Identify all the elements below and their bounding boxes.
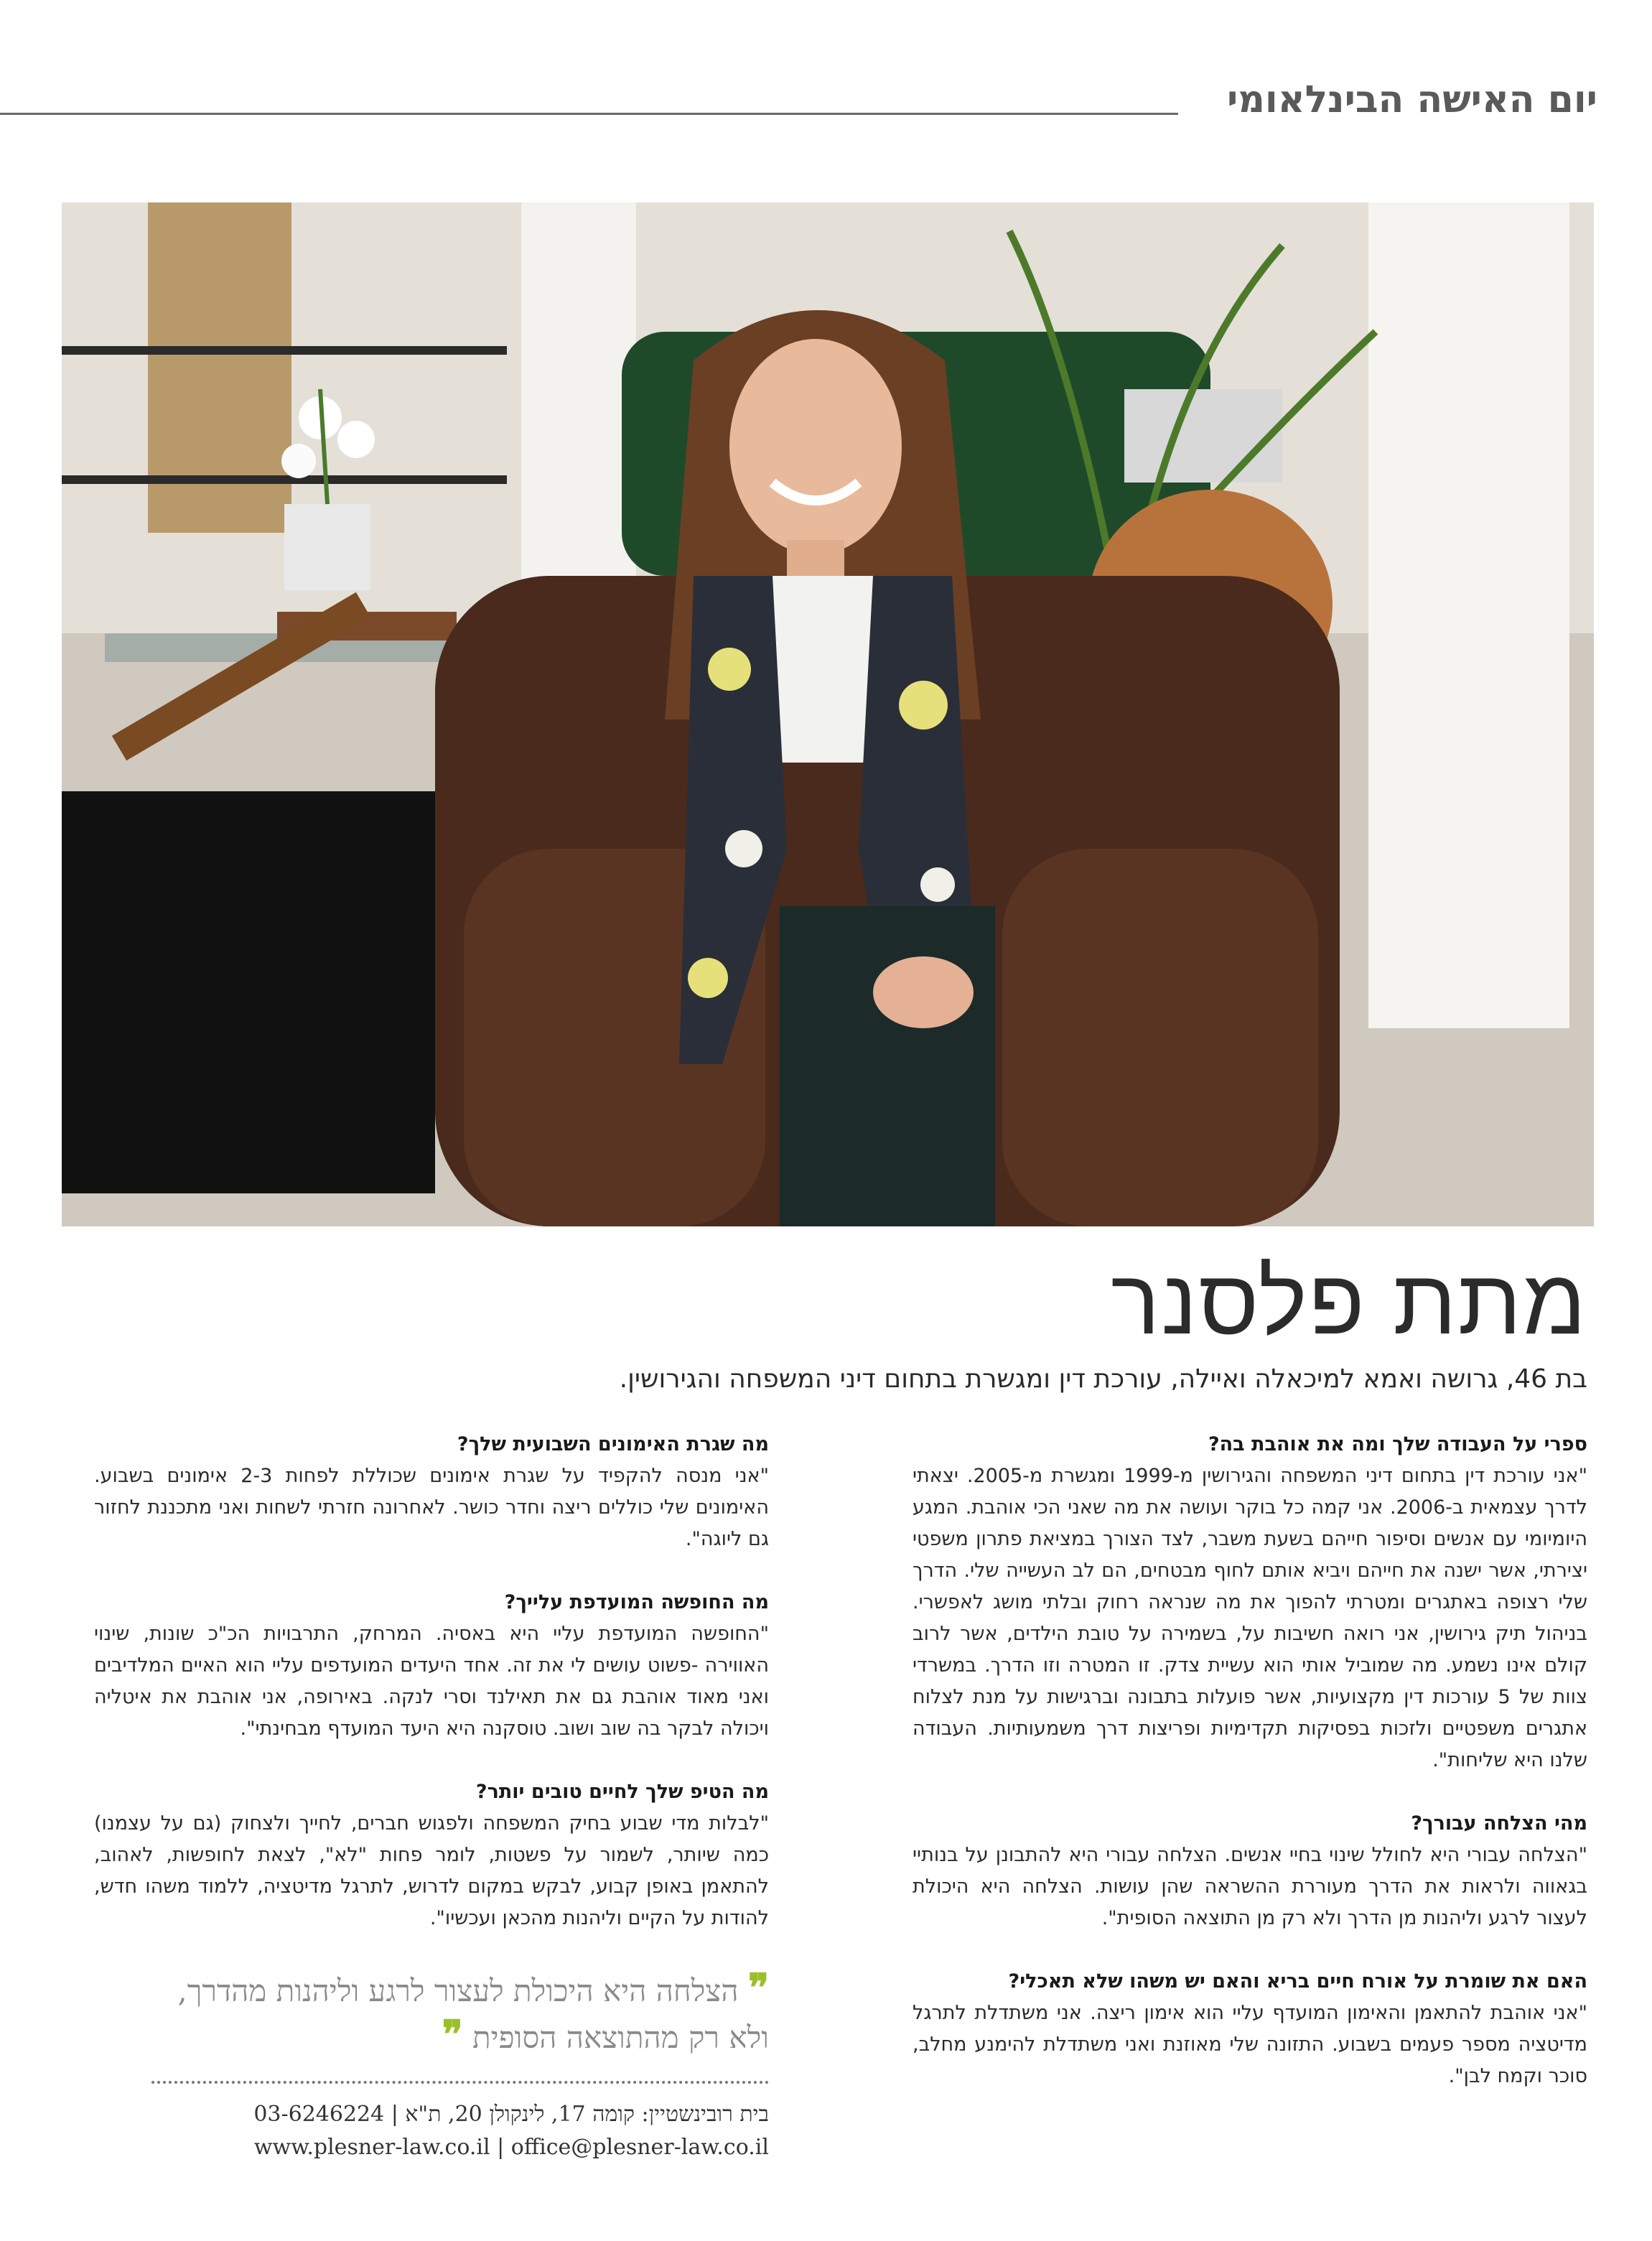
question-heading: מה החופשה המועדפת עלייך? (504, 1591, 769, 1613)
qa-block (913, 1808, 1587, 1934)
quote-open-icon: ❞ (747, 1965, 769, 2011)
qa-block (913, 1966, 1587, 2092)
contact-web[interactable]: www.plesner-law.co.il | office@plesner-law.co.il (253, 2135, 769, 2160)
qa-block (94, 1429, 769, 1555)
question-heading: מה הטיפ שלך לחיים טובים יותר? (475, 1781, 769, 1803)
answer-text: "אני עורכת דין בתחום דיני המשפחה והגירושין מ-1999 ומגשרת מ-2005. יצאתי לדרך עצמאית ב-2006. אני קמה כל בוקר ועושה את מה שאני הכי אוהבת. המגע היומיומי עם אנשים וסיפור חייהם בשעת משבר, לצד הצורך במציאת פתרון משפטי יצירתי, אשר ישנה את חייהם ויביא אותם לחוף מבטחים, הם לב העשייה שלי. הדרך שלי רצופה באתגרים ומטרתי להפוך את מה שנראה רחוק ובלתי מושג לאפשרי. בניהול תיק גירושין, אני רואה חשיבות על, בשמירה על טובת הילדים, אשר לרוב קולם אינו נשמע. מה שמוביל אותי הוא עשיית צדק. זו המטרה וזו הדרך. במשרדי צוות של 5 עורכות דין מקצועיות, אשר פועלות בתבונה וברגישות על מנת לצלוח אתגרים משפטיים ולזכות בפסיקות תקדימיות ופריצות דרך משמעותיות. העבודה שלנו היא שליחות". (913, 1465, 1587, 1771)
article-column-left (94, 1429, 769, 2164)
section-header (0, 75, 1652, 140)
portrait-photo (62, 202, 1594, 1226)
person-subtitle: בת 46, גרושה ואמא למיכאלה ואיילה, עורכת דין ומגשרת בתחום דיני המשפחה והגירושין. (619, 1364, 1587, 1394)
answer-text: "אני מנסה להקפיד על שגרת אימונים שכוללת לפחות 2-3 אימונים בשבוע. האימונים שלי כוללים ריצה וחדר כושר. לאחרונה חזרתי לשחות ואני מתכננת לחזור גם ליוגה". (94, 1465, 769, 1550)
article-column-right (913, 1429, 1587, 2124)
qa-block (913, 1429, 1587, 1776)
pull-quote (94, 1966, 769, 2059)
qa-block (94, 1776, 769, 1934)
answer-text: "אני אוהבת להתאמן והאימון המועדף עליי הוא אימון ריצה. אני משתדלת לתרגל מדיטציה מספר פעמים בשבוע. התזונה שלי מאוזנת ואני משתדלת להימנע מחלב, סוכר וקמח לבן". (913, 2002, 1587, 2087)
pull-quote-text-2: ולא רק מהתוצאה הסופית (472, 2020, 769, 2055)
contact-address: בית רובינשטיין: קומה 17, לינקולן 20, ת"א | 03-6246224 (253, 2102, 769, 2127)
question-heading: מה שגרת האימונים השבועית שלך? (457, 1433, 769, 1455)
answer-text: "לבלות מדי שבוע בחיק המשפחה ולפגוש חברים, לחייך ולצחוק (גם על עצמנו) כמה שיותר, לשמור על פשטות, לומר פחות "לא", לצאת לחופשות, לאהוב, להתאמן באופן קבוע, לבקש במקום לדרוש, לתרגל מדיטציה, ללמוד משהו חדש, להודות על הקיים וליהנות מהכאן ועכשיו". (94, 1812, 769, 1929)
section-title: יום האישה הבינלאומי (1226, 78, 1597, 121)
question-heading: ספרי על העבודה שלך ומה את אוהבת בה? (1208, 1433, 1587, 1455)
qa-block (94, 1587, 769, 1745)
answer-text: "החופשה המועדפת עליי היא באסיה. המרחק, התרבויות הכ"כ שונות, שינוי האווירה -פשוט עושים לי את זה. אחד היעדים המועדפים עליי הוא האיים המלדיבים ואני מאוד אוהבת גם את תאילנד וסרי לנקה. באירופה, אני אוהבת את איטליה ויכולה לבקר בה שוב ושוב. טוסקנה היא היעד המועדף מבחינתי". (94, 1623, 769, 1740)
dotted-divider (151, 2081, 769, 2084)
pull-quote-line (94, 2013, 769, 2059)
pull-quote-line (94, 1966, 769, 2013)
answer-text: "הצלחה עבורי היא לחולל שינוי בחיי אנשים. הצלחה עבורי היא להתבונן על בנותיי בגאווה ולראות את הדרך מעוררת ההשראה שהן עושות. הצלחה היא היכולת לעצור לרגע וליהנות מן הדרך ולא רק מן התוצאה הסופית". (913, 1844, 1587, 1929)
question-heading: מהי הצלחה עבורך? (1411, 1812, 1587, 1835)
quote-close-icon: ❞ (442, 2011, 463, 2057)
pull-quote-text-1: הצלחה היא היכולת לעצור לרגע וליהנות מהדרך, (177, 1973, 739, 2008)
person-name: מתת פלסנר (1111, 1251, 1587, 1354)
question-heading: האם את שומרת על אורח חיים בריא והאם יש משהו שלא תאכלי? (1008, 1970, 1587, 1993)
section-header-rule (0, 113, 1178, 115)
